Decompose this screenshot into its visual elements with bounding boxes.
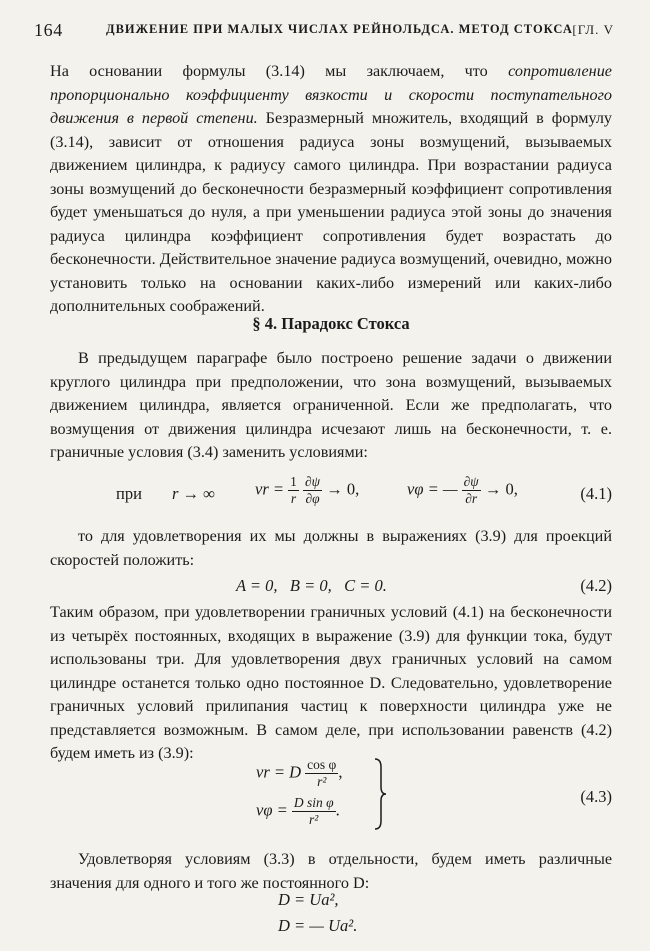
eq-vphi (407, 474, 518, 507)
eq-line-1: D = Ua², (278, 890, 339, 909)
eq-line-2 (256, 795, 340, 828)
equation-4-4 (50, 888, 612, 944)
numerator: 1 (290, 474, 297, 489)
punct: . (335, 800, 340, 820)
eq-limit: → 0, (326, 479, 360, 499)
denominator: ∂φ (305, 491, 320, 506)
page-header (34, 20, 616, 46)
eq-vphi-label: vφ = — (407, 479, 458, 499)
section-heading: § 4. Парадокс Стокса (252, 314, 410, 333)
page-number: 164 (34, 20, 63, 40)
eq-vr-label: vr = (255, 479, 285, 499)
denominator: r² (317, 774, 327, 789)
numerator: ∂ψ (305, 474, 321, 489)
numerator: D sin φ (293, 795, 334, 810)
eq-limit: → 0, (484, 479, 518, 499)
equation-4-3 (50, 757, 612, 837)
eq-line-2: D = — Ua². (278, 916, 358, 935)
eq-condition: r → ∞ (172, 484, 215, 503)
paragraph-intro: В предыдущем параграфе было построено решение задачи о движении круглого цилиндра при предположении, что зона возмущений, вызываемых движением цилиндра, является ограниченной. Если же предполагать, что возмущения от движения цилиндра исчезают лишь на бесконечности, т. е. граничные условия (3.4) заменить условиями: (50, 349, 612, 461)
paragraph-text: Безразмерный множитель, входящий в формулу (3.14), зависит от отношения радиуса зоны возмущений, вызываемых движением цилиндра, к радиусу самого цилиндра. При возрастании радиуса зоны возмущений до бесконечности безразмерный коэффициент сопротивления будет уменьшаться до нуля, а при уменьшении радиуса этой зоны до значения радиуса цилиндра коэффициент сопротивления будет возрастать до бесконечности. Действительное значение радиуса возмущений, очевидно, можно установить только на основании каких-либо измерений или каких-либо дополнительных соображений. (50, 109, 612, 315)
eq-lhs: vφ = (256, 800, 288, 820)
denominator: r (290, 491, 297, 506)
eq-line-1 (256, 757, 342, 790)
equation-4-1 (50, 474, 612, 514)
chapter-label: [ГЛ. V (572, 22, 614, 37)
equation-number: (4.1) (580, 484, 612, 503)
paragraph-conditions: Удовлетворяя условиям (3.3) в отдельности, будем иметь различные значения для одного и того же постоянного D: (50, 850, 612, 892)
denominator: r² (309, 812, 319, 827)
eq-vr (255, 474, 359, 507)
running-title: ДВИЖЕНИЕ ПРИ МАЛЫХ ЧИСЛАХ РЕЙНОЛЬДСА. МЕТОД СТОКСА (106, 22, 573, 36)
fraction (288, 474, 299, 507)
paragraph-text: На основании формулы (3.14) мы заключаем, что (50, 62, 509, 80)
equation-4-2 (50, 566, 612, 606)
eq-word-pri: при (116, 484, 142, 503)
eq-constants: A = 0, B = 0, C = 0. (236, 576, 387, 595)
right-brace-icon (373, 757, 387, 831)
fraction (462, 474, 481, 507)
paragraph-requirement: то для удовлетворения их мы должны в выражениях (3.9) для проекций скоростей положить: (50, 527, 612, 569)
fraction (305, 757, 338, 790)
paragraph-conclusion (50, 60, 612, 319)
paragraph-boundary: Таким образом, при удовлетворении граничных условий (4.1) на бесконечности из четырёх постоянных, входящих в выражение (3.9) для функции тока, будут использованы три. Для удовлетворения двух граничных условий на самом цилиндре останется только одно постоянное D. Следовательно, удовлетворение граничных условий прилипания частиц к поверхности цилиндра уже не представляется возможным. В самом деле, при использовании равенств (4.2) будем иметь из (3.9): (50, 603, 612, 762)
fraction (292, 795, 336, 828)
punct: , (338, 762, 343, 782)
numerator: cos φ (307, 757, 337, 772)
denominator: ∂r (465, 491, 478, 506)
numerator: ∂ψ (463, 474, 479, 489)
equation-number: (4.2) (580, 576, 612, 595)
eq-lhs: vr = D (256, 762, 302, 782)
emphasized-statement: сопротивление пропорционально коэффициенту вязкости и скорости поступательного движения в первой степени. (50, 62, 612, 127)
equation-number: (4.3) (580, 787, 612, 806)
fraction (303, 474, 322, 507)
